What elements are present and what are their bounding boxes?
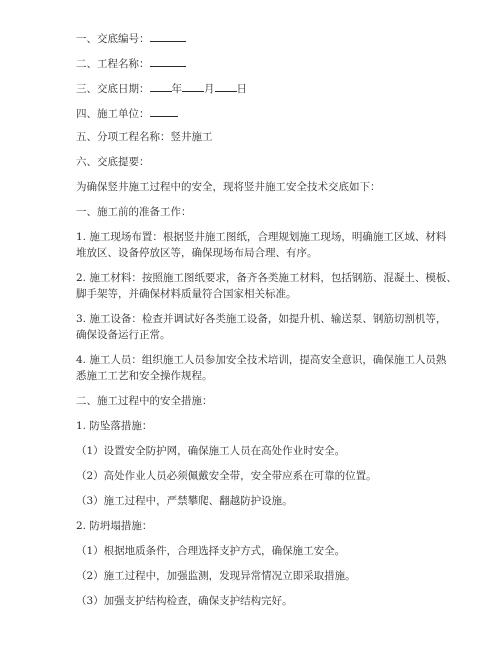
- intro-text: 为确保竖井施工过程中的安全，现将竖井施工安全技术交底如下：: [76, 181, 381, 193]
- section1-title: 一、施工前的准备工作：: [76, 206, 192, 218]
- s2-sub1-item3: （3）施工过程中，严禁攀爬、翻越防护设施。: [76, 495, 293, 507]
- year-blank: [150, 80, 172, 92]
- s2-sub1-item1: （1）设置安全防护网，确保施工人员在高处作业时安全。: [76, 445, 346, 457]
- project-name-blank: [150, 55, 186, 67]
- s2-sub2-item3: （3）加强支护结构检查，确保支护结构完好。: [76, 595, 293, 607]
- s1-p2-line1: 2. 施工材料：按照施工图纸要求，备齐各类施工材料，包括钢筋、混凝土、模板、: [76, 272, 457, 284]
- s1-p1-line1: 1. 施工现场布置：根据竖井施工图纸，合理规划施工现场，明确施工区域、材料: [76, 231, 447, 243]
- construction-unit-label: 四、施工单位：: [76, 108, 150, 120]
- item-summary: 六、交底提要：: [76, 156, 150, 168]
- year-text: 年: [171, 83, 182, 95]
- s1-p1-line2: 堆放区、设备停放区等，确保现场布局合理、有序。: [76, 247, 318, 259]
- s2-sub1-title: 1. 防坠落措施：: [76, 420, 153, 432]
- s1-p4-line2: 悉施工工艺和安全操作规程。: [76, 370, 213, 382]
- item-handover-date: [76, 80, 247, 96]
- month-text: 月: [204, 83, 215, 95]
- month-blank: [182, 80, 204, 92]
- project-name-label: 二、工程名称：: [76, 58, 150, 70]
- s1-p3-line1: 3. 施工设备：检查并调试好各类施工设备，如提升机、输送泵、钢筋切割机等，: [76, 313, 447, 325]
- s2-sub2-item2: （2）施工过程中，加强监测，发现异常情况立即采取措施。: [76, 570, 356, 582]
- construction-unit-blank: [150, 105, 178, 117]
- item-construction-unit: [76, 105, 178, 121]
- s1-p2-line2: 脚手架等，并确保材料质量符合国家相关标准。: [76, 288, 297, 300]
- item-handover-number: [76, 30, 186, 46]
- handover-date-label: 三、交底日期：: [76, 83, 150, 95]
- handover-number-label: 一、交底编号：: [76, 33, 150, 45]
- s1-p4-line1: 4. 施工人员：组织施工人员参加安全技术培训，提高安全意识，确保施工人员熟: [76, 354, 447, 366]
- s1-p3-line2: 确保设备运行正常。: [76, 329, 171, 341]
- item-subproject-name: 五、分项工程名称：竖井施工: [76, 131, 213, 143]
- handover-number-blank: [150, 30, 186, 42]
- s2-sub2-title: 2. 防坍塌措施：: [76, 520, 153, 532]
- day-text: 日: [236, 83, 247, 95]
- day-blank: [215, 80, 237, 92]
- s2-sub2-item1: （1）根据地质条件，合理选择支护方式，确保施工安全。: [76, 545, 346, 557]
- item-project-name: [76, 55, 186, 71]
- s2-sub1-item2: （2）高处作业人员必须佩戴安全带，安全带应系在可靠的位置。: [76, 470, 377, 482]
- section2-title: 二、施工过程中的安全措施：: [76, 395, 213, 407]
